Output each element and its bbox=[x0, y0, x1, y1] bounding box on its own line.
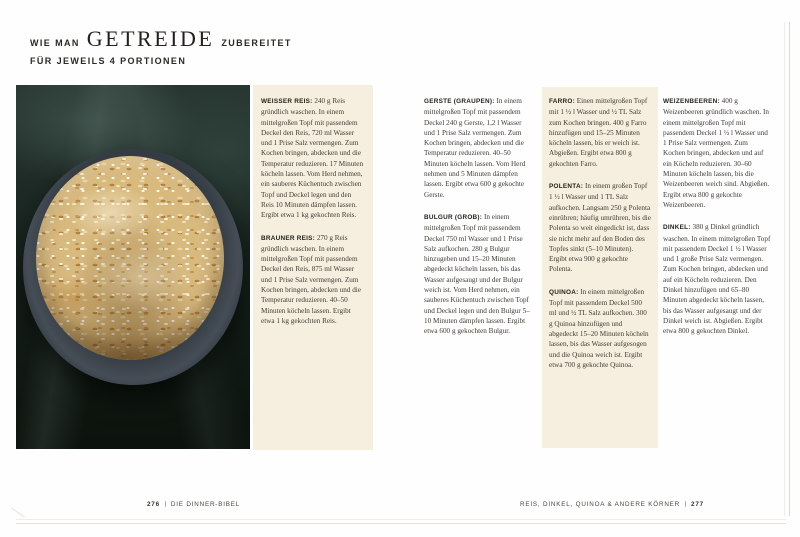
recipe-label: WEIZENBEEREN: bbox=[663, 98, 720, 105]
chapter-title-footer: REIS, DINKEL, QUINOA & ANDERE KÖRNER bbox=[520, 501, 681, 508]
recipe-text: 240 g Reis gründlich waschen. In einem mittelgroßen Topf mit passendem Deckel den Reis, 720 ml Wasser und 1 Prise Salz vermengen. Zum Kochen bringen, abdecken und die Temperatur reduzieren. 17 Minuten köcheln lassen. Vom Herd nehmen, ein sauberes Küchentuch zwischen Topf und Deckel legen und den Reis 10 Minuten dämpfen lassen. Ergibt etwa 1 kg gekochten Reis. bbox=[261, 97, 364, 220]
recipe-farro bbox=[549, 96, 651, 169]
recipe-text: In einem mittelgroßen Topf mit passendem Deckel 750 ml Wasser und 1 Prise Salz aufkochen. 280 g Bulgur hinzugeben und 15–20 Minuten abgedeckt köcheln lassen, bis das Wasser aufgesaugt und der Bulgur weich ist. Vom Herd nehmen, ein sauberes Küchentuch zwischen Topf und Deckel legen und den Bulgur 5–10 Minuten dämpfen lassen. Ergibt etwa 600 g gekochten Bulgur. bbox=[424, 212, 530, 336]
recipe-quinoa bbox=[549, 287, 651, 370]
recipe-weizenbeeren bbox=[663, 96, 771, 210]
cooked-rice bbox=[36, 156, 224, 360]
recipe-column-2 bbox=[424, 96, 530, 349]
page-curl bbox=[11, 508, 25, 518]
title-prefix: WIE MAN bbox=[30, 38, 80, 48]
title-line-2: FÜR JEWEILS 4 PORTIONEN bbox=[30, 56, 187, 66]
recipe-label: POLENTA: bbox=[549, 183, 584, 191]
recipe-label: DINKEL: bbox=[663, 224, 691, 232]
recipe-weisser-reis bbox=[261, 96, 365, 221]
recipe-text: In einem großen Topf 1 ½ l Wasser und 1 TL Salz aufkochen. Langsam 250 g Polenta einrühren; häufig umrühren, bis die Polenta so weit eingedickt ist, dass sie nicht mehr auf den Boden des Topfes sinkt (5–10 Minuten). Ergibt etwa 900 g gekochte Polenta. bbox=[549, 182, 651, 274]
recipe-polenta bbox=[549, 181, 651, 275]
recipe-label: WEISSER REIS: bbox=[261, 98, 313, 105]
recipe-label: GERSTE (GRAUPEN): bbox=[424, 98, 495, 105]
recipe-label: QUINOA: bbox=[549, 288, 579, 296]
recipe-text: In einem mittelgroßen Topf mit passendem Deckel 240 g Gerste, 1,2 l Wasser und 1 Prise Salz vermengen. Zum Kochen bringen, abdecken und die Temperatur reduzieren. 40–50 Minuten köcheln lassen. Vom Herd nehmen und 5 Minuten dämpfen lassen. Ergibt etwa 600 g gekochte Gerste. bbox=[424, 97, 526, 199]
page-edge-bottom bbox=[16, 519, 786, 524]
recipe-text: 400 g Weizenbeeren gründlich waschen. In einem mittelgroßen Topf mit passendem Deckel 1 ½ l Wasser und 1 Prise Salz vermengen. Zum Kochen bringen, abdecken und auf ein Köcheln reduzieren. 30–60 Minuten köcheln lassen, bis die Weizenbeeren weich sind. Abgießen. Ergibt etwa 800 g gekochte Weizenbeeren. bbox=[663, 97, 770, 209]
recipe-text: Einen mittelgroßen Topf mit 1 ½ l Wasser und ½ TL Salz zum Kochen bringen. 400 g Farro hinzufügen und 15–25 Minuten köcheln lassen, bis er weich ist. Abgießen. Ergibt etwa 800 g gekochten Farro. bbox=[549, 97, 648, 168]
recipe-label: BULGUR (GROB): bbox=[424, 213, 483, 221]
recipe-column-1 bbox=[261, 96, 365, 338]
recipe-label: FARRO: bbox=[549, 98, 575, 105]
recipe-gerste bbox=[424, 96, 530, 200]
footer-right bbox=[520, 501, 704, 508]
title-line-1 bbox=[30, 26, 292, 52]
page-title bbox=[30, 26, 292, 66]
recipe-column-3 bbox=[549, 96, 651, 382]
recipe-text: 270 g Reis gründlich waschen. In einem mittelgroßen Topf mit passendem Deckel den Reis, 875 ml Wasser und 1 Prise Salz vermengen. Zum Kochen bringen, abdecken und die Temperatur reduzieren. 40–50 Minuten köcheln lassen. Ergibt etwa 1 kg gekochten Reis. bbox=[261, 233, 361, 325]
recipe-text: In einem mittelgroßen Topf mit passendem Deckel 500 ml und ½ TL Salz aufkochen. 300 g Quinoa hinzufügen und abgedeckt 15–20 Minuten köcheln lassen, bis das Wasser aufgesogen und die Quinoa weich ist. Ergibt etwa 700 g gekochte Quinoa. bbox=[549, 287, 649, 369]
page-edge-right bbox=[784, 22, 790, 516]
page-number-left: 276 bbox=[147, 501, 160, 508]
footer-divider bbox=[685, 501, 686, 507]
recipe-bulgur bbox=[424, 212, 530, 337]
page-number-right: 277 bbox=[691, 501, 704, 508]
recipe-dinkel bbox=[663, 222, 771, 336]
footer-left bbox=[147, 501, 240, 508]
title-suffix: ZUBEREITET bbox=[221, 38, 292, 48]
recipe-label: BRAUNER REIS: bbox=[261, 234, 316, 242]
recipe-column-4 bbox=[663, 96, 771, 349]
title-keyword: GETREIDE bbox=[86, 26, 215, 51]
footer-divider bbox=[165, 501, 166, 507]
book-title-footer: DIE DINNER-BIBEL bbox=[170, 501, 241, 508]
recipe-brauner-reis bbox=[261, 233, 365, 327]
recipe-text: 380 g Dinkel gründlich waschen. In einem mittelgroßen Topf mit passendem Deckel 1 ½ l Wasser und 1 große Prise Salz vermengen. Zum Kochen bringen, abdecken und auf ein Köcheln reduzieren. Den Dinkel hinzufügen und 65–80 Minuten abgedeckt köcheln lassen, bis das Wasser aufgesaugt und der Dinkel weich ist. Abgießen. Ergibt etwa 800 g gekochten Dinkel. bbox=[663, 223, 771, 336]
rice-bowl-photo bbox=[16, 85, 250, 449]
